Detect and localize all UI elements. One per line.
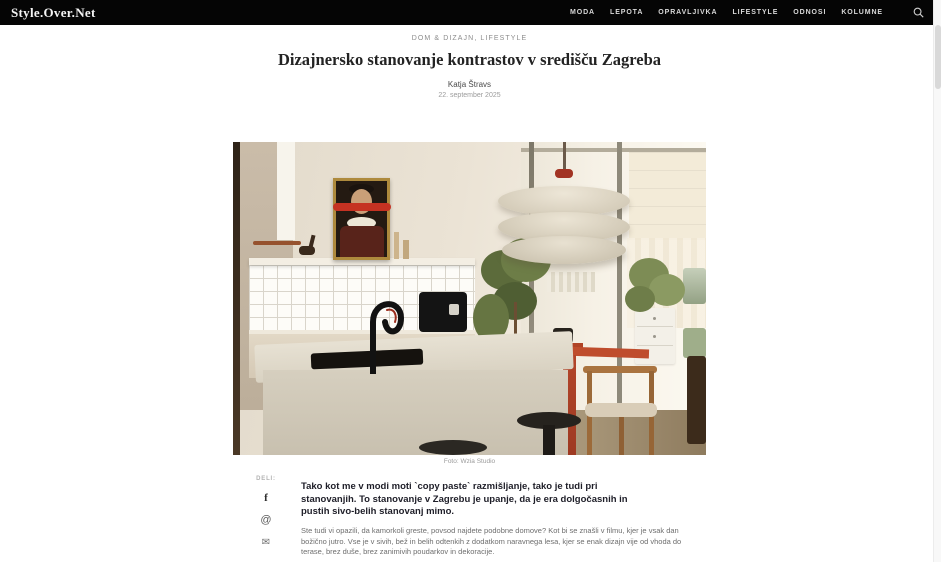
wood-stool-front-leg xyxy=(619,417,624,455)
pendant-lamp-disc xyxy=(502,236,626,264)
article-date: 22. september 2025 xyxy=(438,92,501,99)
left-wall-edge xyxy=(233,142,240,455)
article-author[interactable]: Katja Štravs xyxy=(447,80,492,89)
portrait-painting xyxy=(333,178,390,260)
nav-item-odnosi[interactable]: ODNOSI xyxy=(793,9,827,16)
side-chair-cushion xyxy=(683,328,706,358)
threads-icon: @ xyxy=(260,514,272,526)
facebook-icon: f xyxy=(264,492,268,504)
drawer-knob xyxy=(653,335,656,338)
site-logo[interactable]: Style.Over.Net xyxy=(11,4,96,20)
side-chair xyxy=(687,356,706,444)
site-header xyxy=(0,0,933,25)
terrace-plant xyxy=(625,286,655,312)
breadcrumb-category-lifestyle[interactable]: LIFESTYLE xyxy=(480,35,528,42)
dark-stool xyxy=(419,440,487,455)
search-button[interactable] xyxy=(912,7,924,19)
candle-small xyxy=(403,240,409,259)
wood-stool-cushion xyxy=(585,403,657,417)
coffee-machine xyxy=(419,292,467,332)
wood-stool-back xyxy=(583,366,657,373)
faucet-shape xyxy=(357,290,407,374)
article-title: Dizajnersko stanovanje kontrastov v središču Zagreba xyxy=(277,50,662,69)
main-nav xyxy=(570,7,924,19)
coffee-machine-cup xyxy=(449,304,459,315)
candle xyxy=(394,232,399,259)
pendant-lamp-red-knot xyxy=(555,169,573,178)
drawer-line xyxy=(637,345,673,346)
nav-item-opravljivka[interactable]: OPRAVLJIVKA xyxy=(658,9,718,16)
email-icon: ✉ xyxy=(261,537,271,548)
drawer-line xyxy=(637,326,673,327)
nav-item-lifestyle[interactable]: LIFESTYLE xyxy=(732,9,779,16)
nav-item-moda[interactable]: MODA xyxy=(570,9,596,16)
outdoor-view xyxy=(683,268,706,304)
article-lead: Tako kot me v modi moti `copy paste` razmišljanje, tako je tudi pri stanovanjih. To stanovanje v Zagrebu je upanje, da je era dolgočasnih in pustih sivo-belih stanovanj mimo. xyxy=(301,481,628,518)
painting-garment xyxy=(340,226,384,257)
threads-share-button[interactable] xyxy=(258,510,274,526)
drawer-knob xyxy=(653,317,656,320)
hero-image xyxy=(233,142,706,455)
painting-red-stripe xyxy=(333,203,391,211)
breadcrumb-category-dom-dizajn[interactable]: DOM & DIZAJN xyxy=(411,35,475,42)
article-head xyxy=(0,35,939,99)
left-window-reflection xyxy=(277,142,295,240)
nav-item-lepota[interactable]: LEPOTA xyxy=(610,9,644,16)
breadcrumb-separator: , xyxy=(474,35,481,42)
window-shade xyxy=(629,152,706,240)
search-icon xyxy=(913,7,924,18)
radiator xyxy=(547,272,595,292)
share-label: DELI: xyxy=(256,476,276,482)
nav-item-kolumne[interactable]: KOLUMNE xyxy=(841,9,883,16)
scrollbar[interactable] xyxy=(933,0,941,562)
share-bar xyxy=(249,476,283,548)
window-frame-right xyxy=(617,142,622,432)
facebook-share-button[interactable] xyxy=(258,488,274,504)
photo-credit: Foto: Wzia Studio xyxy=(443,458,496,465)
faucet xyxy=(357,290,407,374)
breadcrumb xyxy=(0,35,939,42)
dark-stool-stem xyxy=(543,425,555,455)
article-body: Ste tudi vi opazili, da kamorkoli greste, povsod najdete podobne domove? Kot bi se znašli v filmu, kjer je vsak dan božično jutro. Vse je v sivih, bež in belih odtenkih z dodatkom naravnega lesa, kjer se enak dizajn vije od vhoda do terase, brez duše, brez zanimivih poudarkov in dekoracije. xyxy=(301,526,682,556)
copper-rail xyxy=(253,241,301,245)
email-share-button[interactable] xyxy=(258,532,274,548)
kitchen-island-front xyxy=(263,370,568,455)
scrollbar-thumb[interactable] xyxy=(935,25,941,89)
